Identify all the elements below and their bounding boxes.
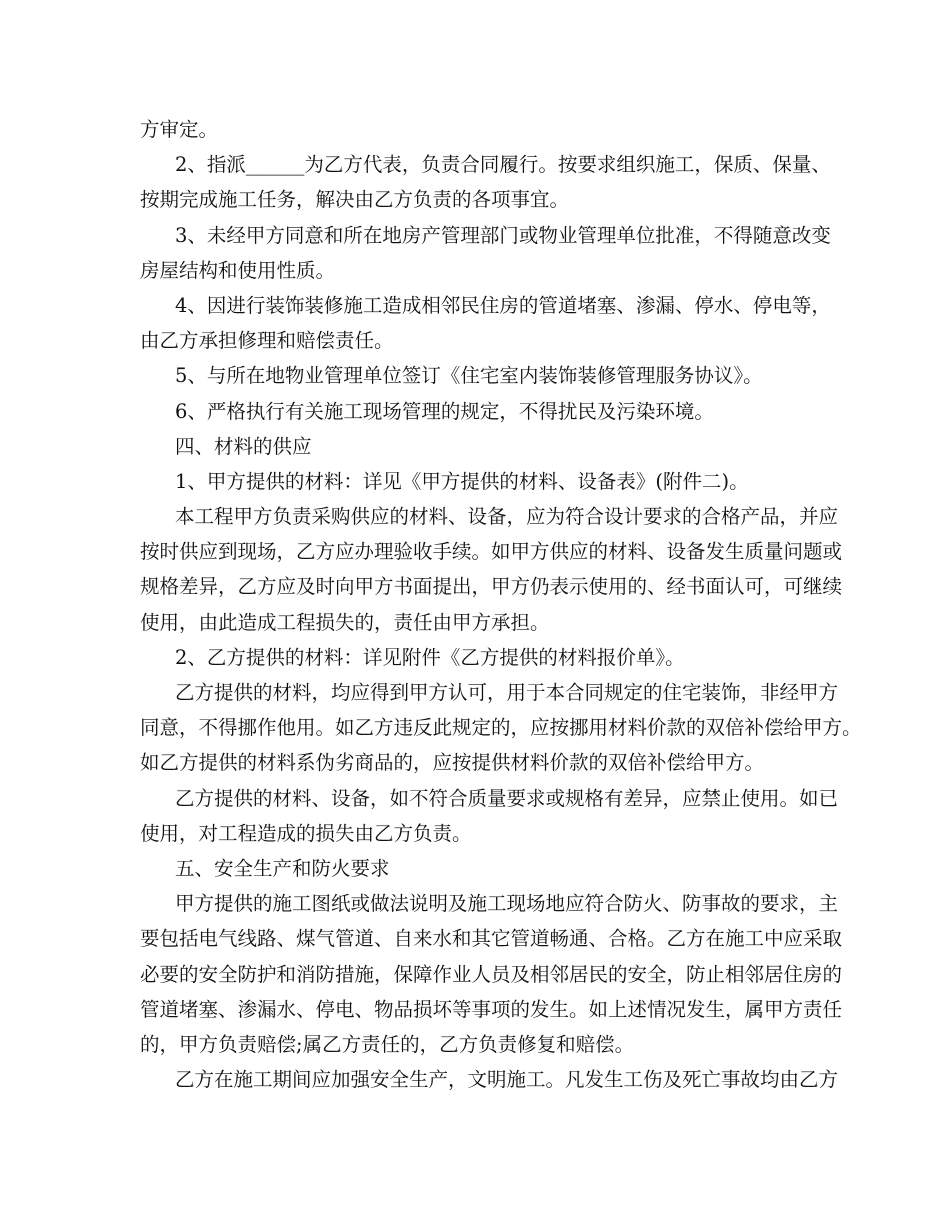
document-body bbox=[140, 112, 862, 1097]
text-line: 乙方提供的材料，均应得到甲方认可，用于本合同规定的住宅装饰，非经甲方 bbox=[175, 681, 839, 704]
text-line: 4、因进行装饰装修施工造成相邻民住房的管道堵塞、渗漏、停水、停电等， bbox=[175, 293, 831, 317]
section-heading: 四、材料的供应 bbox=[175, 434, 312, 458]
text-line: 使用，由此造成工程损失的，责任由甲方承担。 bbox=[140, 610, 550, 634]
text-line: 如乙方提供的材料系伪劣商品的，应按提供材料价款的双倍补偿给甲方。 bbox=[140, 751, 765, 775]
text-line: 按期完成施工任务，解决由乙方负责的各项事宜。 bbox=[140, 188, 570, 212]
text-line: 方审定。 bbox=[140, 118, 219, 141]
section-heading: 五、安全生产和防火要求 bbox=[175, 856, 390, 880]
text-line: 乙方在施工期间应加强安全生产，文明施工。凡发生工伤及死亡事故均由乙方 bbox=[175, 1068, 839, 1092]
text-line: 规格差异，乙方应及时向甲方书面提出，甲方仍表示使用的、经书面认可，可继续 bbox=[140, 575, 843, 599]
text-line: 房屋结构和使用性质。 bbox=[140, 258, 336, 282]
text-line: 2、指派______为乙方代表，负责合同履行。按要求组织施工，保质、保量、 bbox=[175, 153, 831, 177]
text-line: 使用，对工程造成的损失由乙方负责。 bbox=[140, 821, 472, 845]
text-line: 1、甲方提供的材料：详见《甲方提供的材料、设备表》(附件二)。 bbox=[175, 469, 749, 493]
text-line: 本工程甲方负责采购供应的材料、设备，应为符合设计要求的合格产品，并应 bbox=[175, 505, 839, 529]
text-line: 3、未经甲方同意和所在地房产管理部门或物业管理单位批准，不得随意改变 bbox=[175, 223, 831, 247]
text-line: 2、乙方提供的材料：详见附件《乙方提供的材料报价单》。 bbox=[175, 645, 685, 669]
text-line: 按时供应到现场，乙方应办理验收手续。如甲方供应的材料、设备发生质量问题或 bbox=[140, 540, 843, 564]
text-line: 6、严格执行有关施工现场管理的规定，不得扰民及污染环境。 bbox=[175, 399, 714, 423]
text-line: 管道堵塞、渗漏水、停电、物品损坏等事项的发生。如上述情况发生，属甲方责任 bbox=[140, 997, 843, 1021]
text-line: 由乙方承担修理和赔偿责任。 bbox=[140, 329, 394, 353]
text-line: 要包括电气线路、煤气管道、自来水和其它管道畅通、合格。乙方在施工中应采取 bbox=[140, 927, 843, 951]
text-line: 甲方提供的施工图纸或做法说明及施工现场地应符合防火、防事故的要求，主 bbox=[175, 892, 839, 916]
text-line: 同意，不得挪作他用。如乙方违反此规定的，应按挪用材料价款的双倍补偿给甲方。 bbox=[140, 716, 862, 740]
text-line: 必要的安全防护和消防措施，保障作业人员及相邻居民的安全，防止相邻居住房的 bbox=[140, 962, 843, 986]
text-line: 乙方提供的材料、设备，如不符合质量要求或规格有差异，应禁止使用。如已 bbox=[175, 786, 839, 810]
text-line: 5、与所在地物业管理单位签订《住宅室内装饰装修管理服务协议》。 bbox=[175, 364, 763, 388]
text-line: 的，甲方负责赔偿;属乙方责任的，乙方负责修复和赔偿。 bbox=[140, 1032, 635, 1056]
